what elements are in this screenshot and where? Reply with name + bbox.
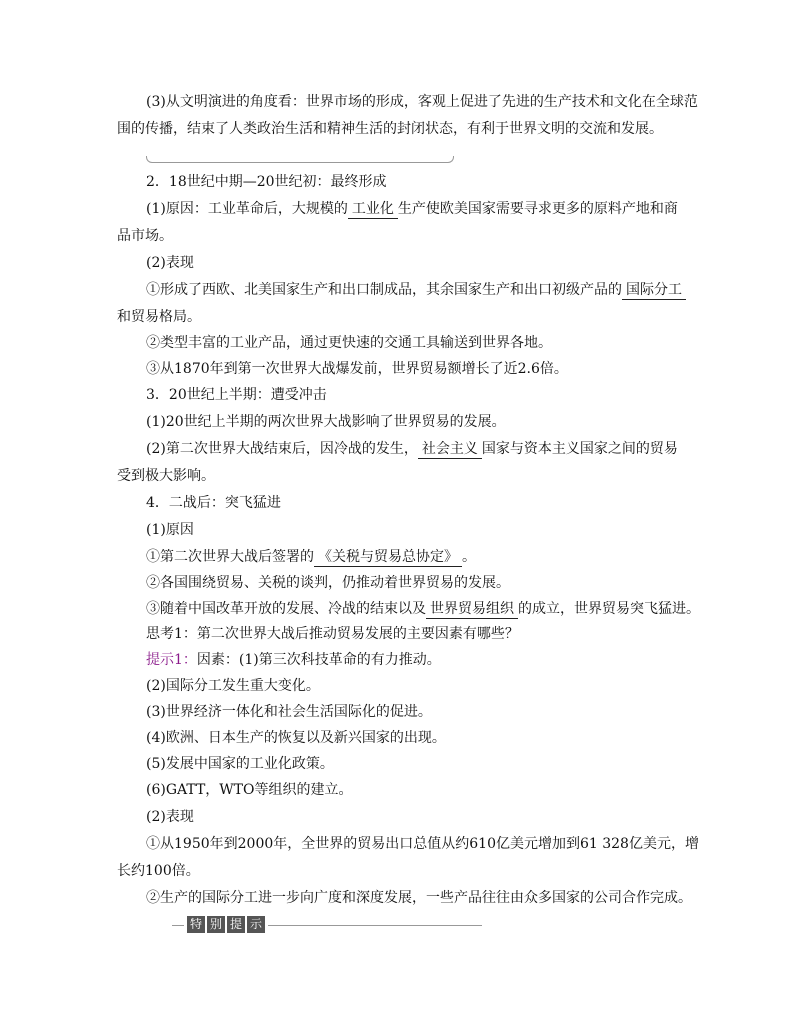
paragraph-line: (5)发展中国家的工业化政策。	[146, 756, 334, 772]
section-divider	[146, 156, 454, 163]
section-heading: 3．20世纪上半期：遭受冲击	[146, 387, 327, 403]
paragraph-line: 长约100倍。	[117, 863, 200, 879]
paragraph-line: (3)世界经济一体化和社会生活国际化的促进。	[146, 704, 432, 720]
paragraph-line: (4)欧洲、日本生产的恢复以及新兴国家的出现。	[146, 730, 446, 746]
section-heading: 4．二战后：突飞猛进	[146, 495, 281, 511]
question-line: 思考1：第二次世界大战后推动贸易发展的主要因素有哪些？	[146, 626, 519, 642]
paragraph-line: (3)从文明演进的角度看：世界市场的形成，客观上促进了先进的生产技术和文化在全球范	[146, 94, 698, 110]
paragraph-line: 和贸易格局。	[117, 309, 201, 325]
paragraph-line: ③随着中国改革开放的发展、冷战的结束以及 世界贸易组织 的成立，世界贸易突飞猛进。	[146, 601, 700, 617]
tip-char: 特	[187, 916, 205, 933]
hint-line: 提示1：因素：(1)第三次科技革命的有力推动。	[146, 652, 441, 668]
fill-blank-answer: 社会主义	[418, 440, 482, 459]
tip-char: 别	[207, 916, 225, 933]
paragraph-line: ①第二次世界大战后签署的 《关税与贸易总协定》 。	[146, 549, 476, 565]
paragraph-line: 围的传播，结束了人类政治生活和精神生活的封闭状态，有利于世界文明的交流和发展。	[117, 121, 663, 137]
paragraph-line: ③从1870年到第一次世界大战爆发前，世界贸易额增长了近2.6倍。	[146, 361, 568, 377]
fill-blank-answer: 国际分工	[622, 281, 686, 300]
paragraph-line: ②生产的国际分工进一步向广度和深度发展，一些产品往往由众多国家的公司合作完成。	[146, 890, 692, 906]
paragraph-line: 受到极大影响。	[117, 468, 215, 484]
tip-char: 示	[247, 916, 265, 933]
paragraph-line: ①从1950年到2000年，全世界的贸易出口总值从约610亿美元增加到61 328亿美元，增	[146, 836, 699, 852]
paragraph-line: (2)表现	[146, 255, 194, 271]
special-tip-header	[172, 916, 482, 936]
tip-badge	[184, 916, 268, 935]
paragraph-line: (1)原因：工业革命后，大规模的 工业化 生产使欧美国家需要寻求更多的原料产地和商	[146, 201, 678, 217]
paragraph-line: ②各国围绕贸易、关税的谈判，仍推动着世界贸易的发展。	[146, 575, 510, 591]
section-heading: 2．18世纪中期—20世纪初：最终形成	[146, 174, 387, 190]
hint-label: 提示1：	[146, 652, 197, 668]
paragraph-line: (2)第二次世界大战结束后，因冷战的发生， 社会主义 国家与资本主义国家之间的贸易	[146, 441, 678, 457]
paragraph-line: (1)20世纪上半期的两次世界大战影响了世界贸易的发展。	[146, 414, 506, 430]
paragraph-line: 品市场。	[117, 228, 173, 244]
paragraph-line: ①形成了西欧、北美国家生产和出口制成品，其余国家生产和出口初级产品的 国际分工	[0, 278, 794, 302]
fill-blank-answer: 世界贸易组织	[426, 600, 518, 619]
fill-blank-answer: 《关税与贸易总协定》	[314, 548, 462, 567]
paragraph-line: (6)GATT，WTO等组织的建立。	[146, 782, 353, 798]
paragraph-line: (2)表现	[146, 809, 194, 825]
tip-char: 提	[227, 916, 245, 933]
paragraph-line: (1)原因	[146, 522, 194, 538]
paragraph-line: (2)国际分工发生重大变化。	[146, 678, 320, 694]
paragraph-line: ②类型丰富的工业产品，通过更快速的交通工具输送到世界各地。	[146, 335, 552, 351]
fill-blank-answer: 工业化	[348, 200, 398, 219]
